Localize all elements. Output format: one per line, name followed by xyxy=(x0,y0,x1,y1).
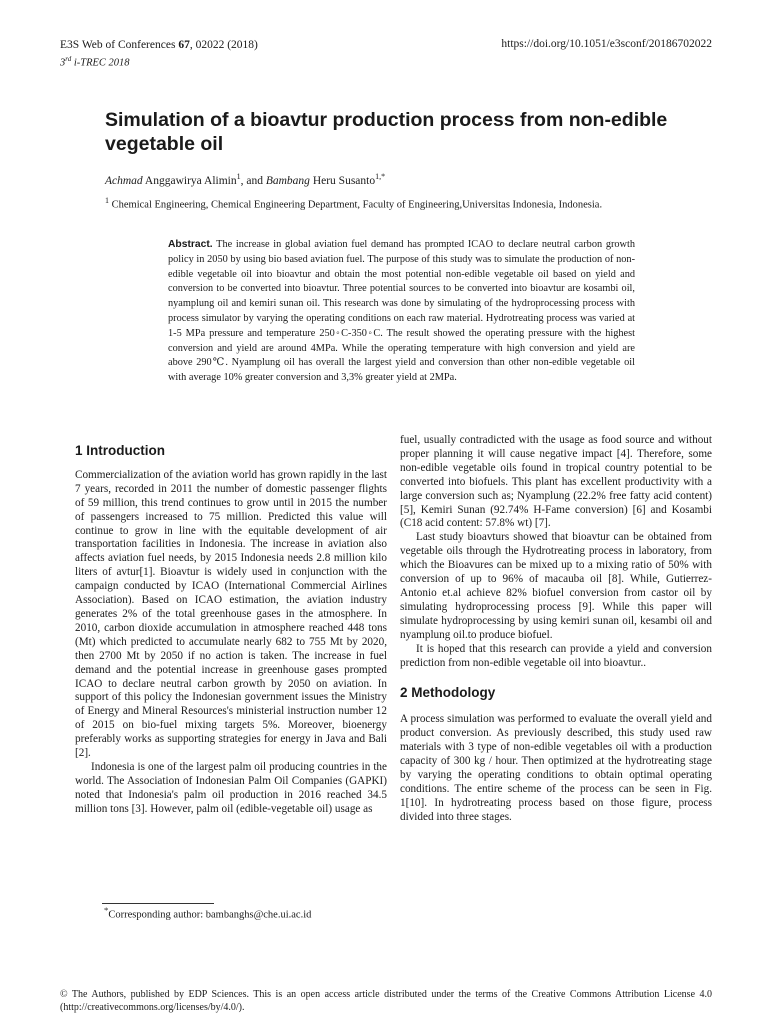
doi-link[interactable]: https://doi.org/10.1051/e3sconf/20186702022 xyxy=(501,38,712,50)
paragraph: Last study bioavturs showed that bioavtur can be obtained from vegetable oils through the Hydrotreating process in laboratory, from which the Bioavures can be mixed up to a mixing ratio of 50% with conversion of up to 96% of macauba oil [8]. While, Gutierrez-Antonio et.al achieve 82% biofuel conversion from castor oil by simulating hydroprocessing process [9]. While this paper will simulate hydroprocessing by using kemiri sunan oil, kesambi oil and nyamplung oil.to produce biofuel. xyxy=(400,531,712,641)
paragraph: fuel, usually contradicted with the usage as food source and without proper planning it will cause negative impact [4]. Therefore, some non-edible vegetable oils found in tropical country potential to be converted into biofuels. This plant has excellent productivity with a large conversion such as; Nyamplung (22.2% free fatty acid content) [5], Kemiri Sunan (92.74% H-Fame conversion) [6] and Kosambi (C18 acid content: 57.8% wt) [7]. xyxy=(400,434,712,530)
author-1-family-name: Anggawirya Alimin xyxy=(142,174,237,187)
affiliation: $^1$ Chemical Engineering, Chemical Engineering Department, Faculty of Engineering,Universitas Indonesia, Indonesia. xyxy=(105,196,603,211)
right-column xyxy=(400,434,712,825)
paragraph: Indonesia is one of the largest palm oil producing countries in the world. The Association of Indonesian Palm Oil Companies (GAPKI) noted that Indonesia's palm oil production in 2016 reached 34.5 million tons [3]. However, palm oil (edible-vegetable oil) usage as xyxy=(75,760,387,815)
abstract xyxy=(168,238,635,386)
corresponding-author: Corresponding author: bambanghs@che.ui.ac.id xyxy=(108,909,312,921)
footnote-divider xyxy=(102,903,214,904)
footnote: *Corresponding author: bambanghs@che.ui.ac.id xyxy=(104,905,312,921)
journal-citation: E3S Web of Conferences 67, 02022 (2018) xyxy=(60,39,258,51)
license-notice: © The Authors, published by EDP Sciences. This is an open access article distributed under the terms of the Creative Commons Attribution License 4.0 (http://creativecommons.org/licenses/by/4.0/). xyxy=(60,989,712,1013)
paragraph: A process simulation was performed to evaluate the overall yield and product conversion. As previously described, this study used raw materials with 3 type of non-edible vegetables oil with a production capacity of 300 kg / hour. Then optimized at the hydrotreating stage by varying the operating conditions to obtain optimal operating conditions. The entire scheme of the process can be seen in Fig. 1[10]. In hydrotreating process based on those figure, process divided into three stages. xyxy=(400,713,712,823)
abstract-text: The increase in global aviation fuel demand has prompted ICAO to declare neutral carbon growth policy in 2050 by using bio based aviation fuel. The purpose of this study was to simulate the production of non-edible vegetable oil into bioavtur and obtain the most potential non-edible vegetable oil based on yield and conversion to be converted into bioavtur. Three potential sources to be converted into bioavtur are kosambi oil, nyamplung oil and kemiri sunan oil. This research was done by simulating of the hydroprocessing process with process simulator by varying the operating conditions on each raw material. Hydrotreating process was varied at 1-5 MPa pressure and temperature 250◦C-350◦C. The result showed the operating pressure with the highest conversion and yield are around 4MPa. While the operating temperature with high conversion and yield are above 290℃. Nyamplung oil has overall the largest yield and conversion than other non-edible vegetable oil with average 10% greater conversion and 3,3% greater yield at 2MPa. xyxy=(168,239,635,384)
paragraph: It is hoped that this research can provide a yield and conversion prediction from non-edible vegetable oil into bioavtur.. xyxy=(400,642,712,669)
author-2-family-name: Heru Susanto xyxy=(309,174,376,187)
journal-volume: 67 xyxy=(178,39,190,51)
paragraph: Commercialization of the aviation world has grown rapidly in the last 7 years, recorded in 2011 the number of domestic passenger flights of 59 million, this trend continues to grow until in 2015 the number of passengers increased to 75 million. Predicted this value will continue to grow in line with the equitable development of air transportation facilities in Indonesia. The increase in aviation also affects aviation fuel needs, by 2015 Indonesia needs 2.8 million kilo liters of avtur[1]. Bioavtur is widely used in conjunction with the campaign conducted by ICAO (International Commercial Airlines Association). Based on ICAO estimation, the aviation industry generates 2% of the total greenhouse gases in the atmosphere. In 2010, carbon dioxide accumulation in atmosphere reached 448 tons (Mt) which predicted to accumulate nearly 682 to 755 Mt by 2020, then 2700 Mt by 2050 if no action is taken. The increase in fuel demand and the potential increase in greenhouse gases prompted ICAO to declare neutral carbon growth by 2050 on aviation. In support of this policy the Indonesian government issues the Ministry of Energy and Mineral Resources's ministerial instruction number 12 of 2015 on bio-fuel mixing targets 5%. Moreover, bioenergy preferably works as supporting strategies for energy in Java and Bali [2]. xyxy=(75,468,387,760)
author-line: Achmad Anggawirya Alimin$^1$, and Bambang Heru Susanto$^{1,*}$ xyxy=(105,172,386,187)
running-header-left xyxy=(60,38,258,71)
author-1-given-name: Achmad xyxy=(105,174,143,187)
paper-title: Simulation of a bioavtur production process from non-edible vegetable oil xyxy=(105,109,668,155)
section-heading-methodology: 2 Methodology xyxy=(400,685,496,701)
left-column xyxy=(75,434,387,817)
abstract-label: Abstract. xyxy=(168,239,213,250)
section-heading-introduction: 1 Introduction xyxy=(75,443,165,458)
conference-label: 3rd i-TREC 2018 xyxy=(60,55,130,69)
author-2-given-name: Bambang xyxy=(265,174,310,187)
